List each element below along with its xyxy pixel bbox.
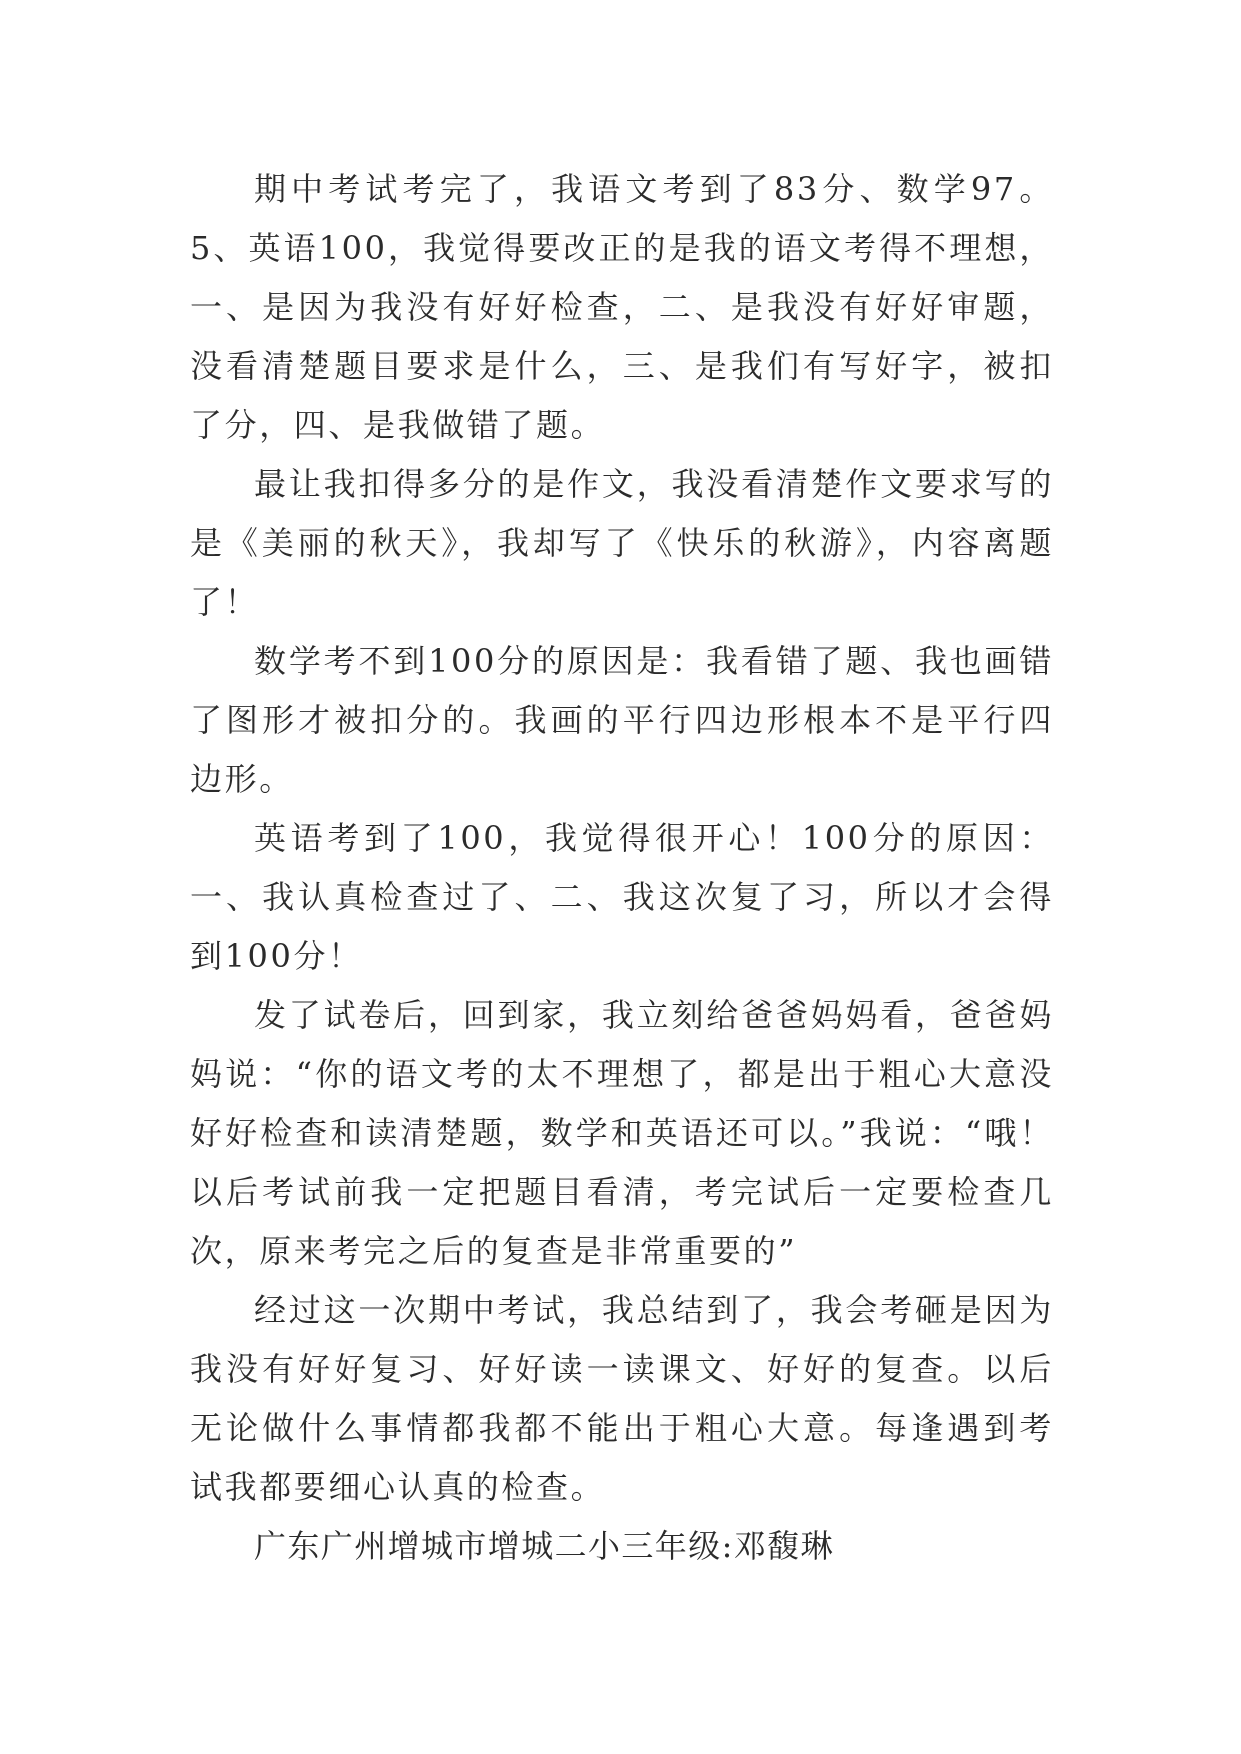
author-signature: 广东广州增城市增城二小三年级:邓馥琳 [254,1527,834,1565]
paragraph-english: 英语考到了100，我觉得很开心！100分的原因：一、我认真检查过了、二、我这次复了习，所以才会得到100分！ [190,819,1054,975]
paragraph-conclusion: 经过这一次期中考试，我总结到了，我会考砸是因为我没有好好复习、好好读一读课文、好好的复查。以后无论做什么事情都我都不能出于粗心大意。每逢遇到考试我都要细心认真的检查。 [190,1291,1054,1506]
paragraph-math: 数学考不到100分的原因是：我看错了题、我也画错了图形才被扣分的。我画的平行四边形根本不是平行四边形。 [190,642,1054,798]
paragraph-composition: 最让我扣得多分的是作文，我没看清楚作文要求写的是《美丽的秋天》，我却写了《快乐的秋游》，内容离题了！ [190,465,1054,621]
paragraph-parents: 发了试卷后，回到家，我立刻给爸爸妈妈看，爸爸妈妈说：“你的语文考的太不理想了，都是出于粗心大意没好好检查和读清楚题，数学和英语还可以。”我说：“哦！以后考试前我一定把题目看清，考完试后一定要检查几次，原来考完之后的复查是非常重要的” [190,996,1054,1270]
paragraph-exam-results: 期中考试考完了，我语文考到了83分、数学97。5、英语100，我觉得要改正的是我的语文考得不理想，一、是因为我没有好好检查，二、是我没有好好审题，没看清楚题目要求是什么，三、是我们有写好字，被扣了分，四、是我做错了题。 [190,170,1054,444]
essay-body [190,160,1054,1576]
